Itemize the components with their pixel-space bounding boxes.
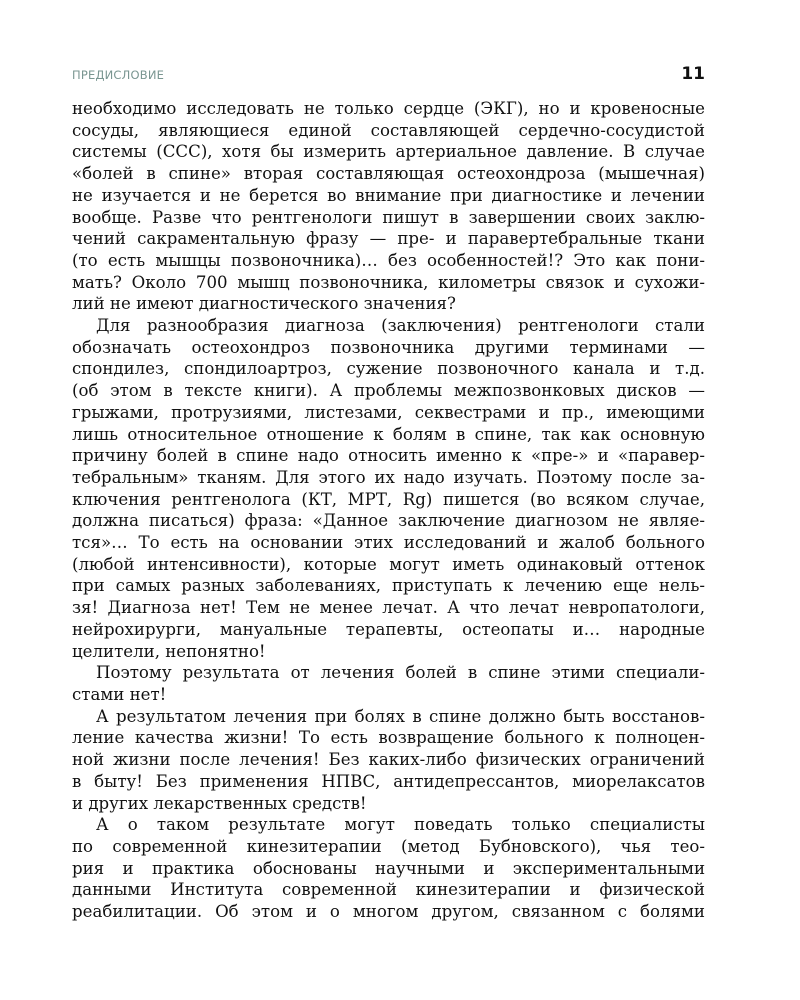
text-line: А результатом лечения при болях в спине должно быть восстанов- — [96, 706, 705, 726]
text-line: ление качества жизни! То есть возвращение больного к полноцен- — [72, 728, 705, 748]
page-number: 11 — [681, 64, 705, 84]
text-line: должна писаться) фраза: «Данное заключение диагнозом не являе- — [72, 511, 705, 531]
text-line: ной жизни после лечения! Без каких-либо физических ограничений — [72, 750, 705, 770]
text-line: системы (ССС), хотя бы измерить артериальное давление. В случае — [72, 142, 705, 162]
text-line: при самых разных заболеваниях, приступать к лечению еще нель- — [72, 576, 705, 596]
text-line: реабилитации. Об этом и о многом другом, связанном с болями — [72, 902, 705, 922]
text-line: вообще. Разве что рентгенологи пишут в завершении своих заклю- — [72, 207, 705, 227]
text-line: и других лекарственных средств! — [72, 793, 367, 813]
text-line: Для разнообразия диагноза (заключения) рентгенологи стали — [96, 316, 705, 336]
text-line: Поэтому результата от лечения болей в спине этими специали- — [96, 663, 705, 683]
text-line: (любой интенсивности), которые могут иметь одинаковый оттенок — [72, 554, 705, 574]
paragraph — [72, 706, 705, 815]
text-line: мать? Около 700 мышц позвоночника, километры связок и сухожи- — [72, 272, 705, 292]
text-line: грыжами, протрузиями, листезами, секвестрами и пр., имеющими — [72, 402, 705, 422]
text-line: стами нет! — [72, 684, 167, 704]
paragraph — [72, 814, 705, 923]
text-line: данными Института современной кинезитерапии и физической — [72, 880, 705, 900]
text-line: причину болей в спине надо относить именно к «пре-» и «паравер- — [72, 446, 705, 466]
paragraph — [72, 98, 705, 315]
text-line: лий не имеют диагностического значения? — [72, 294, 456, 314]
text-line: «болей в спине» вторая составляющая остеохондроза (мышечная) — [72, 164, 705, 184]
text-line: обозначать остеохондроз позвоночника другими терминами — — [72, 337, 705, 357]
text-line: зя! Диагноза нет! Тем не менее лечат. А что лечат невропатологи, — [72, 598, 705, 618]
text-line: рия и практика обоснованы научными и экспериментальными — [72, 858, 705, 878]
text-line: по современной кинезитерапии (метод Бубновского), чья тео- — [72, 836, 705, 856]
paragraph — [72, 315, 705, 662]
text-line: тся»… То есть на основании этих исследований и жалоб больного — [72, 533, 705, 553]
text-line: (об этом в тексте книги). А проблемы межпозвонковых дисков — — [72, 381, 705, 401]
text-line: лишь относительное отношение к болям в спине, так как основную — [72, 424, 705, 444]
text-line: необходимо исследовать не только сердце (ЭКГ), но и кровеносные — [72, 99, 705, 118]
running-head: ПРЕДИСЛОВИЕ — [72, 68, 165, 82]
body-text — [72, 98, 705, 923]
text-line: сосуды, являющиеся единой составляющей сердечно-сосудистой — [72, 120, 705, 140]
text-line: тебральным» тканям. Для этого их надо изучать. Поэтому после за- — [72, 467, 705, 487]
text-line: спондилез, спондилоартроз, сужение позвоночного канала и т.д. — [72, 359, 705, 379]
text-line: нейрохирурги, мануальные терапевты, остеопаты и… народные — [72, 619, 705, 639]
text-line: А о таком результате могут поведать только специалисты — [96, 815, 705, 835]
text-line: чений сакраментальную фразу — пре- и паравертебральные ткани — [72, 229, 705, 249]
paragraph — [72, 662, 705, 705]
text-line: целители, непонятно! — [72, 641, 266, 661]
text-line: (то есть мышцы позвоночника)… без особенностей!? Это как пони- — [72, 250, 705, 270]
text-line: в быту! Без применения НПВС, антидепрессантов, миорелаксатов — [72, 771, 705, 791]
text-line: не изучается и не берется во внимание при диагностике и лечении — [72, 185, 705, 205]
text-line: ключения рентгенолога (КТ, МРТ, Rg) пишется (во всяком случае, — [72, 489, 705, 509]
